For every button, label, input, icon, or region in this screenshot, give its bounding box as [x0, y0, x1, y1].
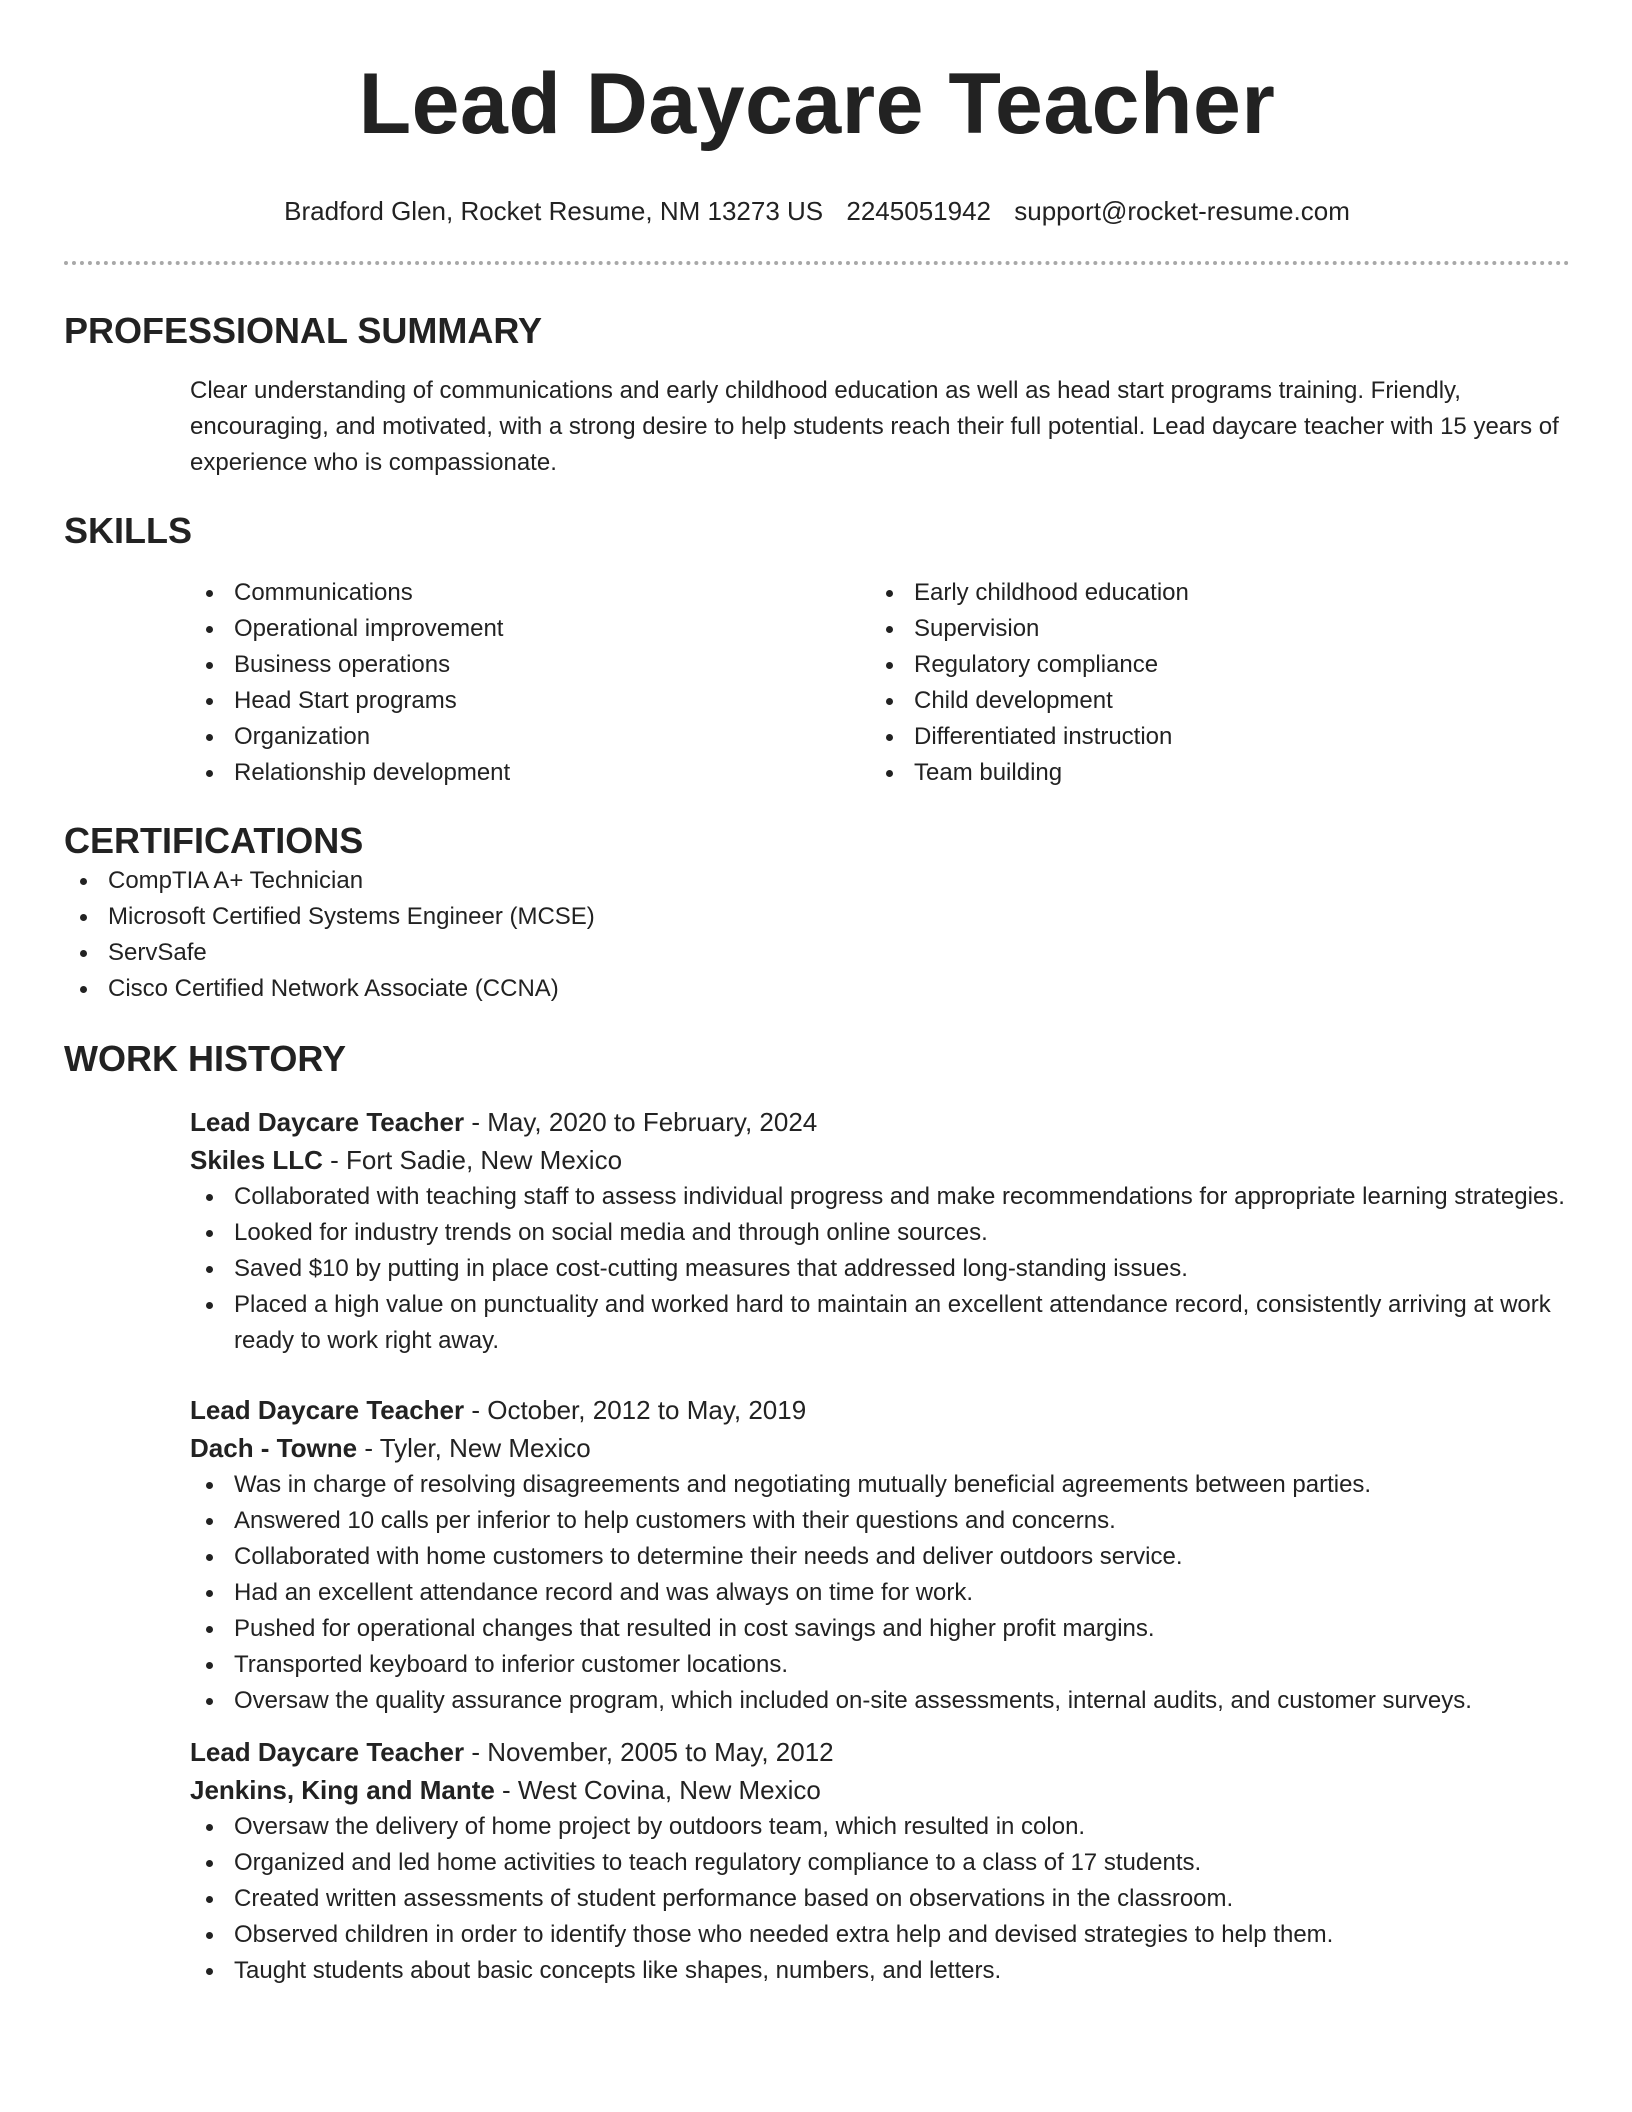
skills-column-right — [870, 575, 1550, 791]
job-location: - Tyler, New Mexico — [357, 1433, 591, 1463]
job-company: Jenkins, King and Mante — [190, 1775, 495, 1805]
job-role: Lead Daycare Teacher — [190, 1395, 465, 1425]
job-duty: Transported keyboard to inferior customer locations. — [190, 1647, 1570, 1683]
contact-email: support@rocket-resume.com — [1014, 196, 1350, 226]
skill-item: Organization — [190, 719, 870, 755]
job-location: - Fort Sadie, New Mexico — [322, 1145, 623, 1175]
skill-item: Differentiated instruction — [870, 719, 1550, 755]
job-dates: - October, 2012 to May, 2019 — [464, 1395, 807, 1425]
skill-item: Operational improvement — [190, 611, 870, 647]
job-company-line — [190, 1141, 1570, 1179]
job-duty: Oversaw the quality assurance program, which included on-site assessments, internal audits, and customer surveys. — [190, 1683, 1570, 1719]
contact-phone: 2245051942 — [846, 196, 991, 226]
job-duty: Looked for industry trends on social media and through online sources. — [190, 1215, 1570, 1251]
work-history-heading: WORK HISTORY — [64, 1038, 347, 1079]
skill-item: Business operations — [190, 647, 870, 683]
job-role: Lead Daycare Teacher — [190, 1737, 465, 1767]
job-duty: Saved $10 by putting in place cost-cutting measures that addressed long-standing issues. — [190, 1251, 1570, 1287]
job-duties — [190, 1467, 1570, 1719]
job-duty: Created written assessments of student performance based on observations in the classroom. — [190, 1881, 1570, 1917]
summary-heading: PROFESSIONAL SUMMARY — [64, 310, 543, 351]
job-company-line — [190, 1771, 1570, 1809]
certification-item: Microsoft Certified Systems Engineer (MCSE) — [64, 899, 1570, 935]
job-duty: Collaborated with teaching staff to assess individual progress and make recommendations for appropriate learning strategies. — [190, 1179, 1570, 1215]
skill-item: Regulatory compliance — [870, 647, 1550, 683]
summary-text: Clear understanding of communications and early childhood education as well as head start programs training. Friendly, encouraging, and motivated, with a strong desire to help students reach their full potential. Lead daycare teacher with 15 years of experience who is compassionate. — [190, 377, 1559, 476]
job-duty: Collaborated with home customers to determine their needs and deliver outdoors service. — [190, 1539, 1570, 1575]
contact-address: Bradford Glen, Rocket Resume, NM 13273 US — [284, 196, 824, 226]
certifications-list — [64, 863, 1570, 1007]
job-entry — [190, 1733, 1570, 1989]
job-duty: Organized and led home activities to teach regulatory compliance to a class of 17 students. — [190, 1845, 1570, 1881]
job-entry — [190, 1391, 1570, 1719]
job-duty: Had an excellent attendance record and was always on time for work. — [190, 1575, 1570, 1611]
contact-line — [64, 194, 1570, 228]
job-title-line — [190, 1391, 1570, 1429]
job-duties — [190, 1179, 1570, 1359]
job-role: Lead Daycare Teacher — [190, 1107, 465, 1137]
job-duty: Was in charge of resolving disagreements and negotiating mutually beneficial agreements between parties. — [190, 1467, 1570, 1503]
job-dates: - November, 2005 to May, 2012 — [464, 1737, 834, 1767]
job-title-line — [190, 1733, 1570, 1771]
skill-item: Relationship development — [190, 755, 870, 791]
job-duty: Pushed for operational changes that resulted in cost savings and higher profit margins. — [190, 1611, 1570, 1647]
job-duties — [190, 1809, 1570, 1989]
job-duty: Placed a high value on punctuality and worked hard to maintain an excellent attendance record, consistently arriving at work ready to work right away. — [190, 1287, 1570, 1359]
job-company: Skiles LLC — [190, 1145, 323, 1175]
job-duty: Oversaw the delivery of home project by outdoors team, which resulted in colon. — [190, 1809, 1570, 1845]
skills-column-left — [190, 575, 870, 791]
certification-item: ServSafe — [64, 935, 1570, 971]
job-duty: Taught students about basic concepts like shapes, numbers, and letters. — [190, 1953, 1570, 1989]
job-dates: - May, 2020 to February, 2024 — [464, 1107, 818, 1137]
skills-grid — [190, 575, 1570, 791]
skill-item: Supervision — [870, 611, 1550, 647]
job-entry — [190, 1103, 1570, 1359]
skill-item: Head Start programs — [190, 683, 870, 719]
certifications-heading: CERTIFICATIONS — [64, 820, 364, 861]
skill-item: Team building — [870, 755, 1550, 791]
certification-item: Cisco Certified Network Associate (CCNA) — [64, 971, 1570, 1007]
skill-item: Child development — [870, 683, 1550, 719]
job-location: - West Covina, New Mexico — [494, 1775, 821, 1805]
job-duty: Observed children in order to identify those who needed extra help and devised strategies to help them. — [190, 1917, 1570, 1953]
job-company: Dach - Towne — [190, 1433, 358, 1463]
job-company-line — [190, 1429, 1570, 1467]
skills-heading: SKILLS — [64, 510, 193, 551]
job-title-line — [190, 1103, 1570, 1141]
candidate-name: Lead Daycare Teacher — [358, 56, 1276, 152]
header-divider — [64, 261, 1570, 265]
skill-item: Communications — [190, 575, 870, 611]
job-duty: Answered 10 calls per inferior to help customers with their questions and concerns. — [190, 1503, 1570, 1539]
certification-item: CompTIA A+ Technician — [64, 863, 1570, 899]
skill-item: Early childhood education — [870, 575, 1550, 611]
